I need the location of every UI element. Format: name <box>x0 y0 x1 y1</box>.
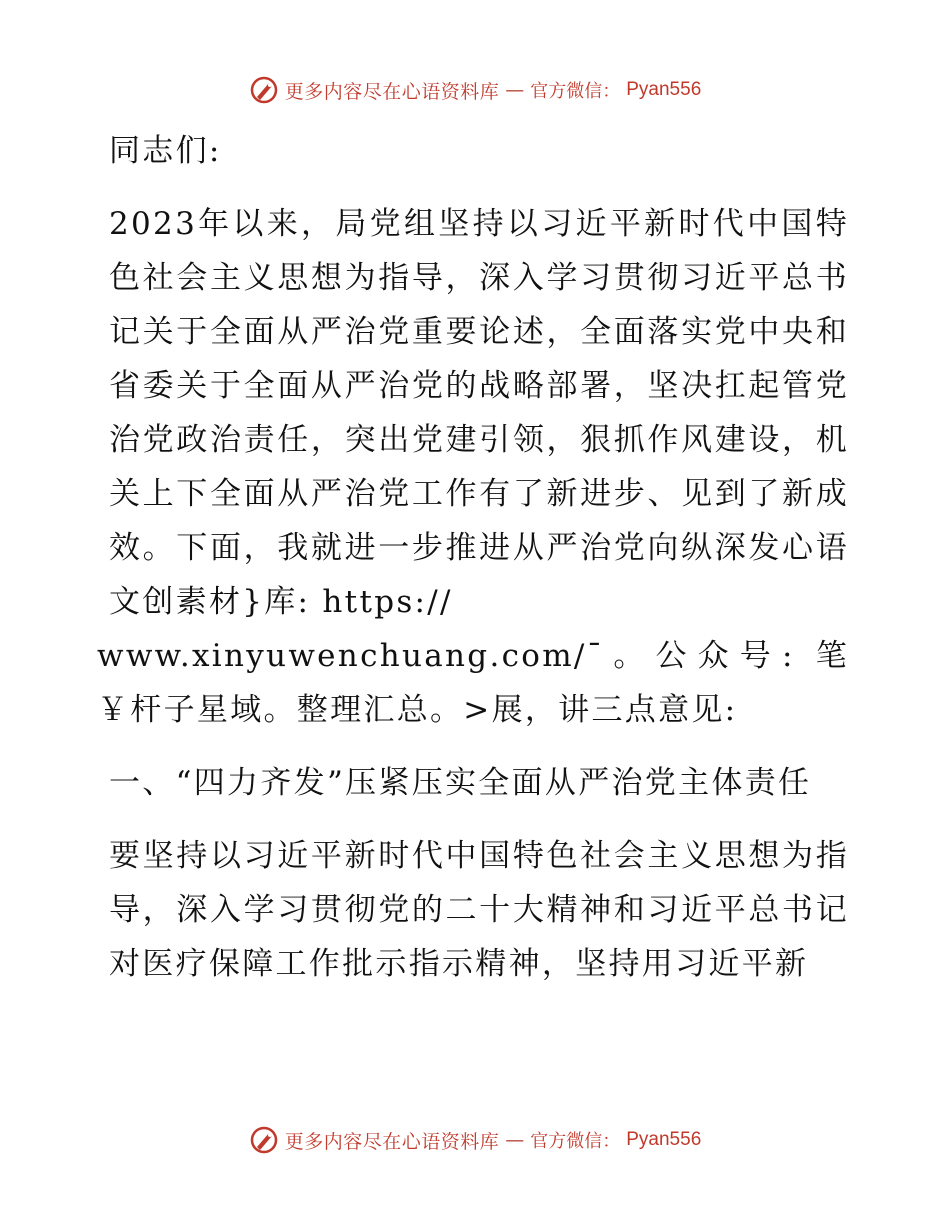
footer-watermark-banner <box>0 1120 950 1160</box>
banner-text: 更多内容尽在心语资料库 <box>284 1130 500 1153</box>
banner-wechat-label: 官方微信： <box>530 1131 621 1152</box>
paragraph-intro: 2023年以来，局党组坚持以习近平新时代中国特色社会主义思想为指导，深入学习贯彻习近平总书记关于全面从严治党重要论述，全面落实党中央和省委关于全面从严治党的战略部署，坚决扛起管党治党政治责任，突出党建引领，狠抓作风建设，机关上下全面从严治党工作有了新进步、见到了新成效。下面，我就进一步推进从严治党向纵深发心语文创素材}库: https:// <box>109 206 849 620</box>
document-body <box>97 120 849 991</box>
header-watermark-banner <box>0 70 950 110</box>
pen-nib-logo-icon <box>249 75 279 105</box>
banner-text: 更多内容尽在心语资料库 <box>284 80 500 103</box>
salutation: 同志们: <box>109 133 222 169</box>
banner-separator: — <box>505 79 525 101</box>
banner-wechat-id: Pyan556 <box>626 79 702 100</box>
banner-wechat-label: 官方微信： <box>530 81 621 102</box>
paragraph-intro-continued: www.xinyuwenchuang.com/¯。公众号: 笔￥杆子星域。整理汇总。>展，讲三点意见: <box>97 638 849 728</box>
banner-separator: — <box>505 1129 525 1151</box>
pen-nib-logo-icon <box>249 1125 279 1155</box>
section-heading-1: 一、“四力齐发”压紧压实全面从严治党主体责任 <box>109 765 812 801</box>
paragraph-section-1: 要坚持以习近平新时代中国特色社会主义思想为指导，深入学习贯彻党的二十大精神和习近平总书记对医疗保障工作批示指示精神，坚持用习近平新 <box>109 838 849 982</box>
banner-wechat-id: Pyan556 <box>626 1129 702 1150</box>
